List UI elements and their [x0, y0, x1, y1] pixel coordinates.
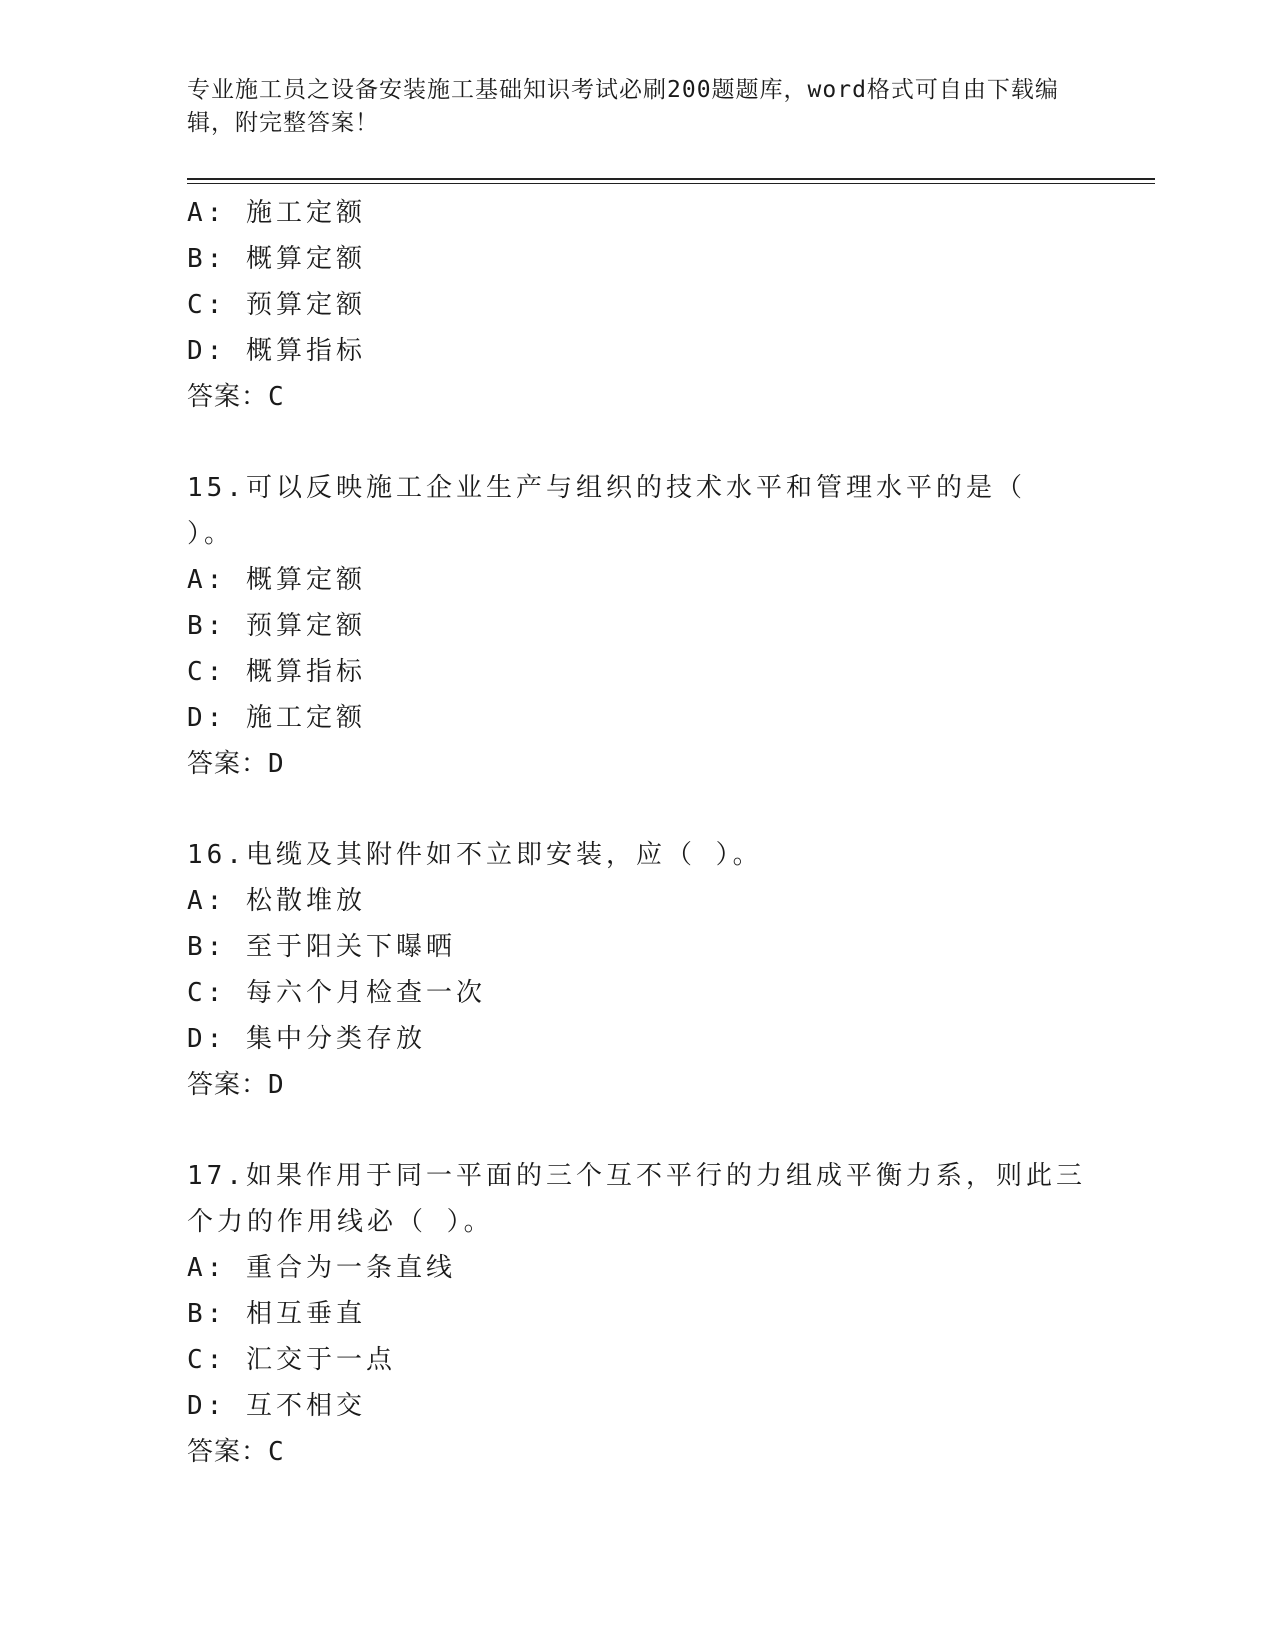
- option-c: C: 概算指标: [187, 657, 366, 687]
- answer-line: 答案：D: [187, 749, 285, 779]
- spacer: [187, 787, 1087, 832]
- question-content: [187, 190, 1087, 1475]
- option-b: B: 相互垂直: [187, 1299, 366, 1329]
- header-divider: [187, 178, 1155, 180]
- option-d: D: 施工定额: [187, 703, 366, 733]
- option-a: A: 重合为一条直线: [187, 1253, 456, 1283]
- page-header-title: 专业施工员之设备安装施工基础知识考试必刷200题题库，word格式可自由下载编辑，附完整答案！: [187, 77, 1059, 136]
- question-block-17: [187, 1153, 1087, 1475]
- option-b: B: 概算定额: [187, 244, 366, 274]
- question-title: 15.可以反映施工企业生产与组织的技术水平和管理水平的是（ ）。: [187, 473, 1026, 549]
- option-b: B: 预算定额: [187, 611, 366, 641]
- question-title: 17.如果作用于同一平面的三个互不平行的力组成平衡力系，则此三个力的作用线必（ ）。: [187, 1161, 1086, 1237]
- question-block-15: [187, 465, 1087, 787]
- option-a: A: 施工定额: [187, 198, 366, 228]
- option-c: C: 预算定额: [187, 290, 366, 320]
- spacer: [187, 1108, 1087, 1153]
- option-d: D: 互不相交: [187, 1391, 366, 1421]
- spacer: [187, 420, 1087, 465]
- option-d: D: 概算指标: [187, 336, 366, 366]
- option-c: C: 汇交于一点: [187, 1345, 396, 1375]
- option-a: A: 松散堆放: [187, 886, 366, 916]
- answer-line: 答案：D: [187, 1070, 285, 1100]
- header-divider-thin: [187, 183, 1155, 184]
- option-a: A: 概算定额: [187, 565, 366, 595]
- option-b: B: 至于阳关下曝晒: [187, 932, 456, 962]
- option-d: D: 集中分类存放: [187, 1024, 426, 1054]
- question-title: 16.电缆及其附件如不立即安装，应（ ）。: [187, 840, 763, 870]
- question-block-16: [187, 832, 1087, 1108]
- answer-line: 答案：C: [187, 382, 285, 412]
- partial-question-block: [187, 190, 1087, 420]
- answer-line: 答案：C: [187, 1437, 285, 1467]
- option-c: C: 每六个月检查一次: [187, 978, 486, 1008]
